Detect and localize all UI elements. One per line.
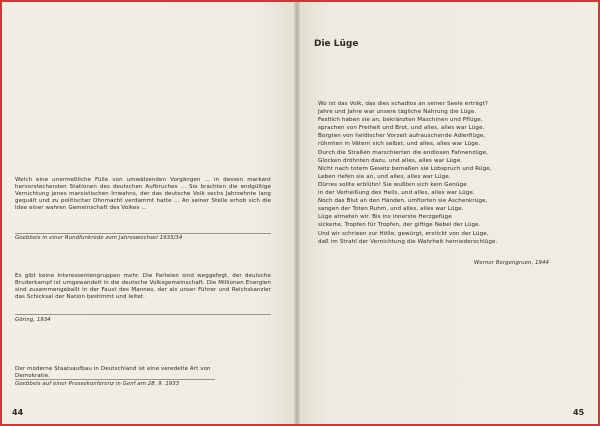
poem-author: Werner Bergengruen, 1944 [474,260,549,266]
poem-line: Leben riefen sie an, und alles, alles war Lüge. [318,173,451,180]
poem-line: Noch das Blut an den Händen, umflorten sie Aschenkrüge, [318,198,488,205]
quote2-divider [15,314,271,315]
poem-line: Jahre und Jahre war unsere tägliche Nahrung die Lüge. [318,109,477,116]
poem-line: Festlich haben sie an, bekränzten Maschinen und Pflüge, [318,117,483,124]
poem-line: Nicht nach totem Gesetz bemaßen sie Lobspruch und Rüge, [318,165,492,172]
poem-line: Glocken dröhnten dazu, und alles, alles war Lüge. [318,157,463,164]
quote2-source: Göring, 1934 [15,317,51,323]
page-number-left: 44 [12,408,24,417]
quote3-source: Goebbels auf einer Pressekonferenz in Genf am 28. 9. 1933 [15,381,180,387]
poem-line: Wo ist das Volk, das dies schadlos an seiner Seele erträgt? [318,101,488,107]
quote3-divider [15,379,215,380]
left-page [2,2,296,424]
quote-goebbels-newyear: Welch eine unermeßliche Fülle von umwälzenden Vorgängen ... in dessen markant hervorstechenden Stationen des deutschen Aufbruches ... Sie brachten die endgültige Vernichtung jenes marxistischen Irrwahns, der das deutsche Volk sechs Jahrzehnte lang gequält und zu politischer Ohnmacht verdammt hatte ... An seiner Stelle erhob sich die Idee einer wahren Gemeinschaft des Volkes ... [15,177,271,211]
poem-line: Dürres sollte erblühn! Sie wußten sich kein Genüge [318,181,467,188]
poem-line: Lüge atmeten wir. Bis ins innerste Herzgefüge [318,214,452,221]
poem-line: sprachen von Freiheit und Brot, und alles, alles war Lüge. [318,125,485,132]
poem-line: sickerte, Tropfen für Tropfen, der giftige Nebel der Lüge. [318,222,481,229]
poem-line: sangen der Toten Ruhm, und alles, alles war Lüge. [318,206,464,213]
quote-goebbels-geneva: Der moderne Staatsaufbau in Deutschland ist eine veredelte Art von Demokratie. [15,366,211,379]
quote-goering: Es gibt keine Interessentengruppen mehr. Die Parteien sind weggefegt, der deutsche Bruderkampf ist umgewandelt in die deutsche Volksgemeinschaft. Die Millionen Energien sind zusammengeballt in der Faust des Mannes, der als unser Führer und Reichskanzler das Schicksal der Nation bestimmt und leitet. [15,273,271,300]
poem-line: in der Verheißung des Heils, und alles, alles war Lüge. [318,190,475,197]
poem-line: Und wir schrieen zur Hölle, gewürgt, erstickt von der Lüge, [318,230,489,237]
book-gutter [294,2,300,424]
quote1-source: Goebbels in einer Rundfunkrede zum Jahreswechsel 1933/34 [15,235,183,241]
quote1-divider [15,233,271,234]
poem-line: Durch die Straßen marschierten die endlosen Fahnenzüge, [318,149,488,156]
page-number-right: 45 [573,408,585,417]
poem-line: daß im Strahl der Vernichtung die Wahrheit herniederschlüge. [318,238,498,245]
poem-line: rühmten in Vätern sich selbst, und alles, alles war Lüge. [318,141,481,148]
poem-title: Die Lüge [314,39,359,49]
poem-body [318,100,497,246]
poem-line: Borgten von heldischer Vorzeit aufrauschende Adlerflüge, [318,133,486,140]
